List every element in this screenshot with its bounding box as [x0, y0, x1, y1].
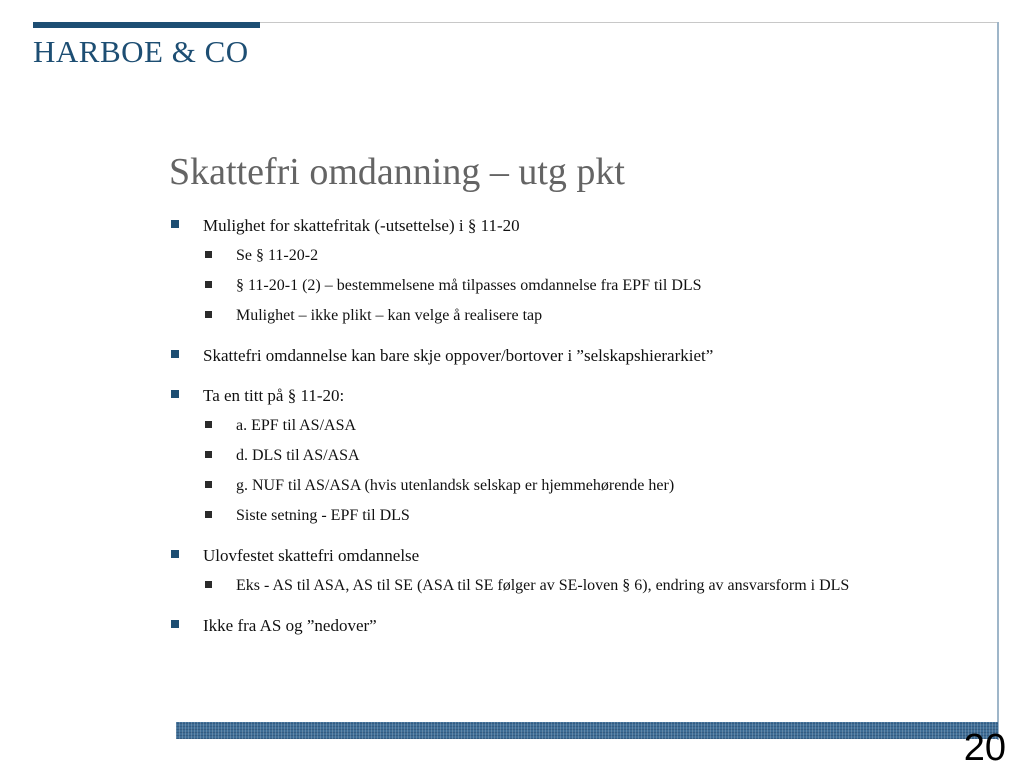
bullet-item: [169, 346, 969, 366]
company-logo: HARBOE & CO: [33, 34, 249, 69]
sub-bullet-item: [203, 576, 969, 596]
sub-bullet-item: [203, 506, 969, 526]
frame-right-line: [997, 22, 999, 740]
page-number: 20: [963, 727, 1006, 769]
square-sub-bullet-icon: [205, 281, 212, 288]
bullet-text: Mulighet for skattefritak (-utsettelse) i § 11-20: [203, 216, 520, 235]
logo-accent-bar: [33, 22, 260, 28]
sub-bullet-item: [203, 306, 969, 326]
sub-bullet-item: [203, 246, 969, 266]
bullet-item: [169, 386, 969, 526]
square-sub-bullet-icon: [205, 581, 212, 588]
sub-bullet-list: [203, 576, 969, 596]
bullet-list: [169, 216, 969, 636]
bullet-text: Ulovfestet skattefri omdannelse: [203, 546, 420, 565]
square-sub-bullet-icon: [205, 311, 212, 318]
slide-title: Skattefri omdanning – utg pkt: [169, 151, 625, 193]
square-bullet-icon: [171, 350, 179, 358]
bullet-text: Ikke fra AS og ”nedover”: [203, 616, 377, 635]
square-sub-bullet-icon: [205, 481, 212, 488]
sub-bullet-list: [203, 416, 969, 526]
square-bullet-icon: [171, 550, 179, 558]
sub-bullet-text: g. NUF til AS/ASA (hvis utenlandsk selskap er hjemmehørende her): [236, 477, 675, 494]
square-sub-bullet-icon: [205, 421, 212, 428]
square-bullet-icon: [171, 220, 179, 228]
square-bullet-icon: [171, 390, 179, 398]
square-sub-bullet-icon: [205, 251, 212, 258]
square-sub-bullet-icon: [205, 511, 212, 518]
sub-bullet-item: [203, 416, 969, 436]
sub-bullet-text: Eks - AS til ASA, AS til SE (ASA til SE følger av SE-loven § 6), endring av ansvarsform i DLS: [236, 577, 850, 594]
sub-bullet-text: a. EPF til AS/ASA: [236, 417, 357, 434]
square-bullet-icon: [171, 620, 179, 628]
bullet-text: Skattefri omdannelse kan bare skje oppover/bortover i ”selskapshierarkiet”: [203, 346, 714, 365]
bullet-item: [169, 616, 969, 636]
sub-bullet-text: d. DLS til AS/ASA: [236, 447, 360, 464]
frame-top-line: [260, 22, 998, 23]
footer-band: [176, 722, 998, 739]
sub-bullet-text: Se § 11-20-2: [236, 247, 319, 264]
sub-bullet-text: Mulighet – ikke plikt – kan velge å realisere tap: [236, 307, 543, 324]
sub-bullet-item: [203, 446, 969, 466]
bullet-text: Ta en titt på § 11-20:: [203, 386, 345, 405]
bullet-item: [169, 546, 969, 596]
sub-bullet-text: § 11-20-1 (2) – bestemmelsene må tilpasses omdannelse fra EPF til DLS: [236, 277, 702, 294]
square-sub-bullet-icon: [205, 451, 212, 458]
sub-bullet-list: [203, 246, 969, 326]
sub-bullet-text: Siste setning - EPF til DLS: [236, 507, 410, 524]
sub-bullet-item: [203, 276, 969, 296]
bullet-item: [169, 216, 969, 326]
sub-bullet-item: [203, 476, 969, 496]
